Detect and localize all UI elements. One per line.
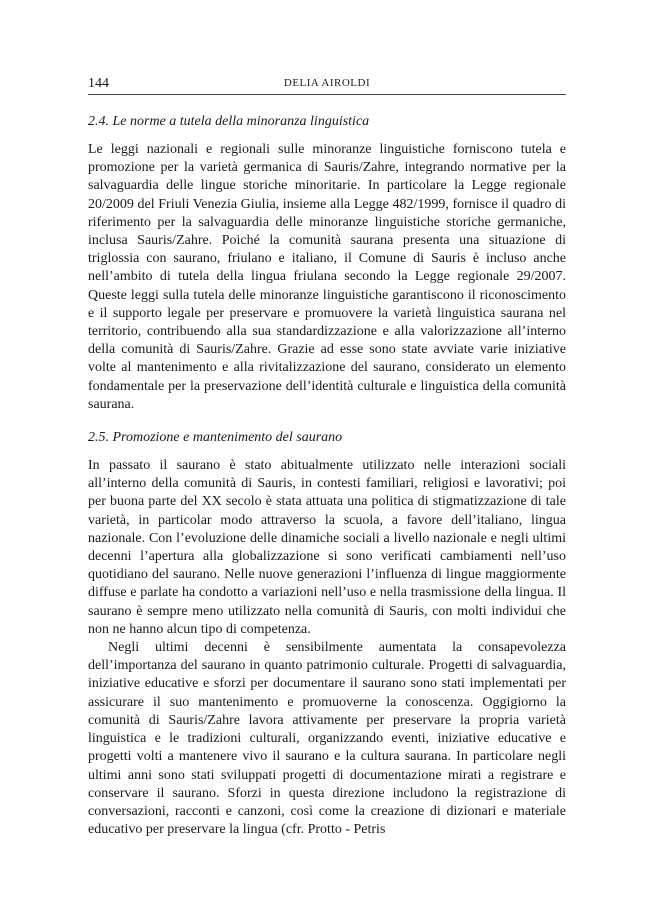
page-header — [88, 74, 566, 95]
section-heading: 2.4. Le norme a tutela della minoranza linguistica — [88, 114, 370, 129]
paragraph: Negli ultimi decenni è sensibilmente aumentata la consapevolezza dell’importanza del saurano in quanto patrimonio culturale. Progetti di salvaguardia, iniziative educative e sforzi per documentare il saurano sono stati implementati per assicurare il suo mantenimento e promuoverne la conoscenza. Oggigiorno la comunità di Sauris/Zahre lavora attivamente per preservare la propria varietà linguistica e le tradizioni culturali, organizzando eventi, iniziative educative e progetti volti a mantenere vivo il saurano e la cultura saurana. In particolare negli ultimi anni sono stati sviluppati progetti di documentazione mirati a registrare e conservare il saurano. Sforzi in questa direzione includono la registrazione di conversazioni, racconti e canzoni, così come la creazione di dizionari e materiale educativo per preservare la lingua (cfr. Protto - Petris — [88, 640, 566, 838]
page-number: 144 — [88, 76, 109, 91]
section-promozione-mantenimento — [88, 429, 566, 839]
running-head: DELIA AIROLDI — [283, 77, 371, 89]
paragraph: In passato il saurano è stato abitualmente utilizzato nelle interazioni sociali all’interno della comunità di Sauris, in contesti familiari, religiosi e lavorativi; poi per buona parte del XX secolo è stata attuata una politica di stigmatizzazione di tale varietà, in particolar modo attraverso la scuola, a favore dell’italiano, lingua nazionale. Con l’evoluzione delle dinamiche sociali a livello nazionale e negli ultimi decenni l’apertura alla globalizzazione si sono verificati cambiamenti nell’uso quotidiano del saurano. Nelle nuove generazioni l’influenza di lingue maggiormente diffuse e parlate ha condotto a variazioni nell’uso e nella trasmissione della lingua. Il saurano è sempre meno utilizzato nella comunità di Sauris, con molti individui che non ne hanno alcun tipo di competenza. — [88, 458, 566, 637]
section-heading: 2.5. Promozione e mantenimento del saurano — [88, 430, 343, 446]
section-norme-tutela — [88, 113, 566, 414]
paragraph: Le leggi nazionali e regionali sulle minoranze linguistiche forniscono tutela e promozione per la varietà germanica di Sauris/Zahre, integrando normative per la salvaguardia delle lingue storiche minoritarie. In particolare la Legge regionale 20/2009 del Friuli Venezia Giulia, insieme alla Legge 482/1999, fornisce il quadro di riferimento per la salvaguardia delle minoranze linguistiche storiche germaniche, inclusa Sauris/Zahre. Poiché la comunità saurana presenta una situazione di triglossia con saurano, friulano e italiano, il Comune di Sauris è incluso anche nell’ambito di tutela della lingua friulana secondo la Legge regionale 29/2007. Queste leggi sulla tutela delle minoranze linguistiche garantiscono il riconoscimento e il supporto legale per preservare e promuovere la varietà linguistica saurana nel territorio, contribuendo alla sua standardizzazione e alla valorizzazione all’interno della comunità di Sauris/Zahre. Grazie ad esse sono state avviate varie iniziative volte al mantenimento e alla rivitalizzazione del saurano, considerato un elemento fondamentale per la preservazione dell’identità culturale e linguistica della comunità saurana. — [88, 142, 566, 412]
page-body — [88, 113, 566, 839]
